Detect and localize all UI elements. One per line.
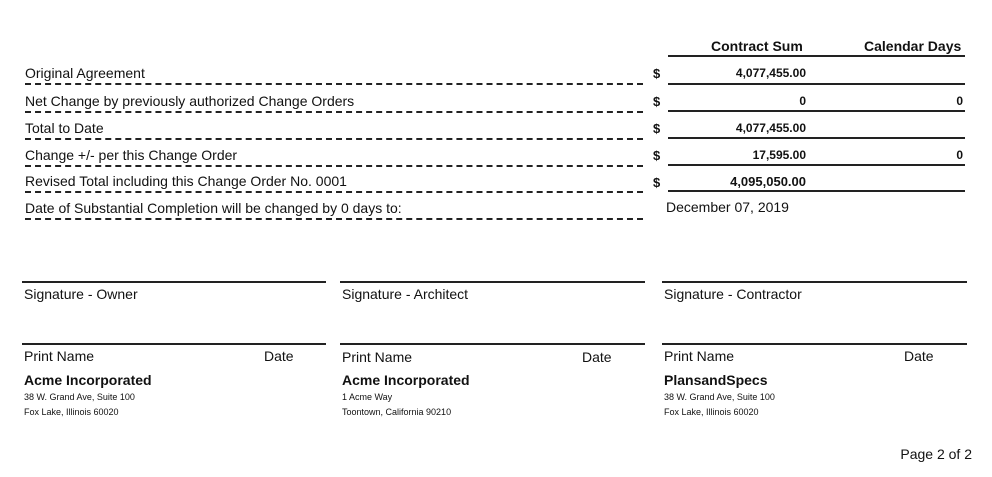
architect-print-name-line: [340, 343, 645, 345]
owner-print-name-label: Print Name: [24, 348, 95, 364]
owner-address-line2: Fox Lake, Illinois 60020: [24, 407, 119, 417]
row-total-to-date-label: Total to Date: [25, 120, 643, 140]
owner-address-line1: 38 W. Grand Ave, Suite 100: [24, 392, 135, 402]
contractor-print-name-label: Print Name: [664, 348, 735, 364]
architect-print-name-label: Print Name: [342, 349, 413, 365]
row-original-agreement-amount: 4,077,455.00: [735, 66, 806, 80]
row-net-change-line: [668, 110, 965, 112]
contractor-print-name-line: [662, 343, 967, 345]
row-change-this-order-amount: 17,595.00: [752, 148, 806, 162]
owner-date-label: Date: [264, 348, 294, 364]
architect-signature-label: Signature - Architect: [342, 286, 469, 302]
row-total-to-date-currency: $: [653, 121, 661, 136]
row-revised-total-currency: $: [653, 175, 661, 190]
row-change-this-order-line: [668, 164, 965, 166]
row-original-agreement-label: Original Agreement: [25, 65, 643, 85]
contractor-signature-line: [662, 281, 967, 283]
architect-address-line1: 1 Acme Way: [342, 392, 393, 402]
row-net-change-currency: $: [653, 94, 661, 109]
contractor-date-label: Date: [904, 348, 934, 364]
row-change-this-order-label: Change +/- per this Change Order: [25, 147, 643, 167]
completion-date-label: Date of Substantial Completion will be changed by 0 days to:: [25, 200, 643, 220]
row-net-change-days: 0: [956, 94, 963, 108]
row-change-this-order-days: 0: [956, 148, 963, 162]
architect-signature-line: [340, 281, 645, 283]
architect-date-label: Date: [582, 349, 612, 365]
row-original-agreement-currency: $: [653, 66, 661, 81]
row-revised-total-amount: 4,095,050.00: [730, 174, 806, 189]
row-net-change-label: Net Change by previously authorized Change Orders: [25, 93, 643, 113]
row-total-to-date-amount: 4,077,455.00: [735, 121, 806, 135]
row-change-this-order-currency: $: [653, 148, 661, 163]
owner-signature-label: Signature - Owner: [24, 286, 138, 302]
calendar-days-header: Calendar Days: [864, 38, 962, 54]
contractor-company-name: PlansandSpecs: [664, 372, 768, 388]
owner-signature-line: [22, 281, 326, 283]
contractor-signature-label: Signature - Contractor: [664, 286, 802, 302]
header-underline: [668, 55, 965, 57]
page-number: Page 2 of 2: [900, 446, 972, 462]
contractor-address-line1: 38 W. Grand Ave, Suite 100: [664, 392, 775, 402]
owner-print-name-line: [22, 343, 326, 345]
completion-date-value: December 07, 2019: [666, 199, 789, 215]
contractor-address-line2: Fox Lake, Illinois 60020: [664, 407, 759, 417]
row-revised-total-line: [668, 190, 965, 192]
contract-sum-header: Contract Sum: [711, 38, 803, 54]
row-revised-total-label: Revised Total including this Change Order No. 0001: [25, 173, 643, 193]
row-net-change-amount: 0: [799, 94, 806, 108]
owner-company-name: Acme Incorporated: [24, 372, 152, 388]
row-original-agreement-line: [668, 83, 965, 85]
architect-company-name: Acme Incorporated: [342, 372, 470, 388]
row-total-to-date-line: [668, 137, 965, 139]
architect-address-line2: Toontown, California 90210: [342, 407, 452, 417]
